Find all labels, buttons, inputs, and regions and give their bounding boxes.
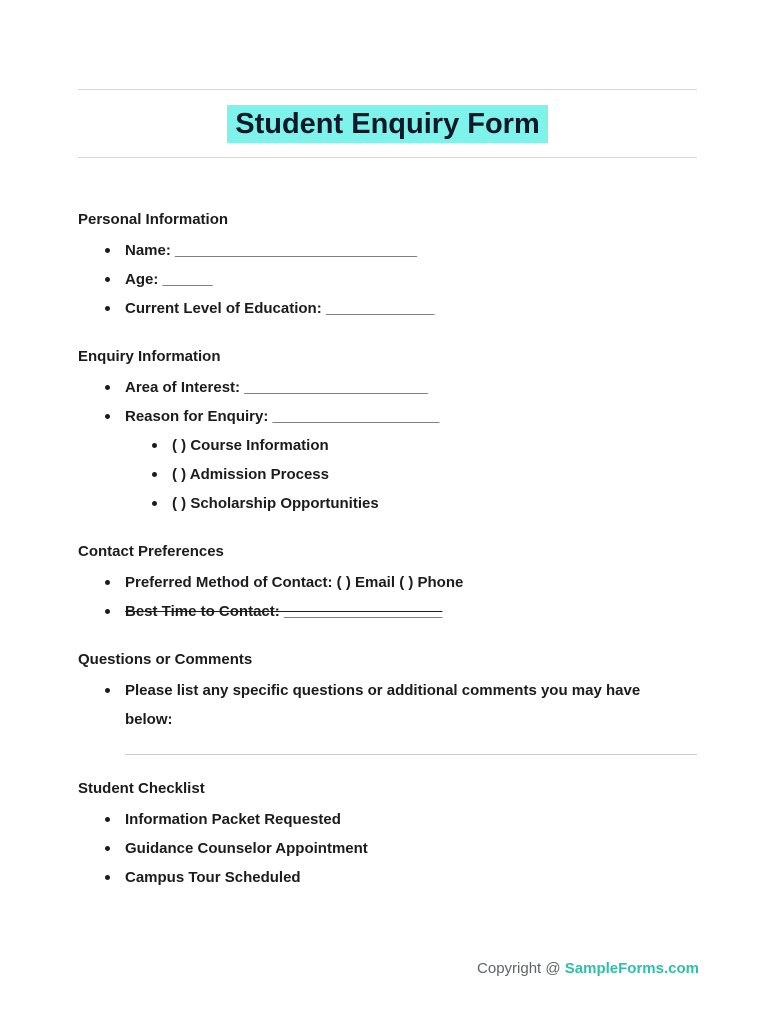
section-contact-preferences [78, 537, 697, 626]
sampleforms-link[interactable]: SampleForms.com [564, 960, 699, 977]
list-subitem [78, 431, 697, 460]
bullet-icon [105, 294, 125, 323]
section-list [78, 373, 697, 518]
document-content [78, 205, 697, 892]
page-title [78, 107, 697, 141]
section-list [78, 236, 697, 323]
bullet-icon [105, 236, 125, 265]
section-enquiry-information [78, 342, 697, 518]
list-item-text: ( ) Scholarship Opportunities [172, 495, 379, 512]
list-item [78, 863, 697, 892]
list-item-text: ( ) Admission Process [172, 466, 329, 483]
section-heading: Student Checklist [78, 780, 205, 797]
list-item-line-1: Please list any specific questions or additional comments you may have [125, 682, 641, 699]
bullet-icon [152, 431, 172, 460]
list-item-text: Campus Tour Scheduled [125, 869, 301, 886]
list-item-text: ( ) Course Information [172, 437, 329, 454]
bullet-icon [105, 265, 125, 294]
bullet-icon [105, 597, 125, 626]
bullet-icon [105, 568, 125, 597]
bullet-icon [105, 834, 125, 863]
title-top-divider [78, 89, 697, 90]
bullet-icon [105, 805, 125, 834]
list-item-text: Preferred Method of Contact: ( ) Email ( ) Phone [125, 574, 464, 591]
list-subitem [78, 489, 697, 518]
section-questions-or-comments [78, 645, 697, 755]
bullet-icon [105, 863, 125, 892]
list-item-text: Information Packet Requested [125, 811, 341, 828]
list-item [78, 373, 697, 402]
list-item [78, 294, 697, 323]
list-item [78, 676, 697, 734]
list-item [78, 568, 697, 597]
list-item [78, 834, 697, 863]
bullet-icon [152, 489, 172, 518]
section-personal-information [78, 205, 697, 323]
list-item-line-2: below: [125, 711, 173, 728]
list-item-text: Current Level of Education: _____________ [125, 300, 435, 317]
list-item [78, 805, 697, 834]
title-block [78, 0, 697, 158]
list-item-text: Name: _____________________________ [125, 242, 417, 259]
list-item-text-strikethrough: Best Time to Contact: ___________________ [125, 603, 443, 620]
list-item [78, 265, 697, 294]
title-bottom-divider [78, 157, 697, 158]
section-list [78, 676, 697, 734]
list-item-text: Guidance Counselor Appointment [125, 840, 368, 857]
list-subitem [78, 460, 697, 489]
section-heading: Questions or Comments [78, 651, 253, 668]
bullet-icon [152, 460, 172, 489]
section-heading: Contact Preferences [78, 543, 224, 560]
copyright-text: Copyright @ [477, 960, 565, 977]
section-list [78, 568, 697, 626]
list-item [78, 597, 697, 626]
list-item-text: Reason for Enquiry: ____________________ [125, 408, 440, 425]
section-student-checklist [78, 774, 697, 892]
section-list [78, 805, 697, 892]
bullet-icon [105, 676, 125, 705]
list-item [78, 402, 697, 431]
bullet-icon [105, 402, 125, 431]
list-item-text: Area of Interest: ______________________ [125, 379, 428, 396]
page-title-highlight: Student Enquiry Form [227, 105, 548, 143]
footer-copyright [477, 958, 699, 980]
list-item-text: Age: ______ [125, 271, 213, 288]
list-item-text [125, 676, 640, 734]
section-heading: Enquiry Information [78, 348, 221, 365]
list-item [78, 236, 697, 265]
section-heading: Personal Information [78, 211, 229, 228]
answer-blank-line [125, 754, 697, 755]
bullet-icon [105, 373, 125, 402]
